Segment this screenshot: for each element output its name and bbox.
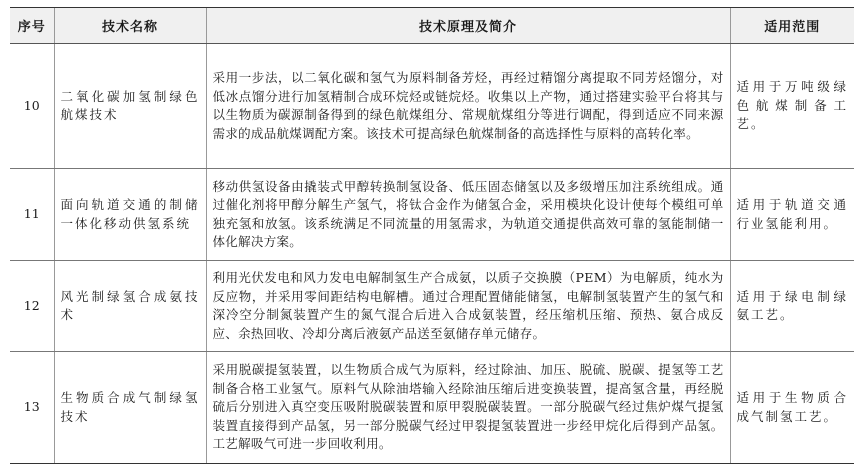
row-scope: 适用于绿电制绿氨工艺。: [730, 261, 854, 352]
row-tech-name: 面向轨道交通的制储一体化移动供氢系统: [54, 169, 206, 261]
header-tech-name: 技术名称: [54, 8, 206, 44]
row-index: 11: [10, 169, 54, 261]
row-scope: 适用于生物质合成气制氢工艺。: [730, 352, 854, 464]
technology-table: [10, 7, 854, 464]
row-tech-name: 风光制绿氢合成氨技术: [54, 261, 206, 352]
row-scope: 适用于轨道交通行业氢能利用。: [730, 169, 854, 261]
row-principle: 利用光伏发电和风力发电电解制氢生产合成氨，以质子交换膜（PEM）为电解质，纯水为反应物，并采用零间距结构电解槽。通过合理配置储能储氢，电解制氢装置产生的氢气和深冷空分制氮装置产生的氮气混合后进入合成氨装置，经压缩机压缩、预热、氨合成反应、余热回收、冷却分离后液氨产品送至氨储存单元储存。: [206, 261, 730, 352]
row-index: 13: [10, 352, 54, 464]
header-index: 序号: [10, 8, 54, 44]
row-index: 12: [10, 261, 54, 352]
header-scope: 适用范围: [730, 8, 854, 44]
row-scope: 适用于万吨级绿色航煤制备工艺。: [730, 44, 854, 169]
table-row: [10, 352, 854, 464]
row-index: 10: [10, 44, 54, 169]
row-principle: 采用脱碳提氢装置，以生物质合成气为原料，经过除油、加压、脱硫、脱碳、提氢等工艺制备合格工业氢气。原料气从除油塔输入经除油压缩后进变换装置，提高氢含量，再经脱硫后分别进入真空变压吸附脱碳装置和原甲裂脱碳装置。一部分脱碳气经过焦炉煤气提氢装置直接得到产品氢，另一部分脱碳气经过甲裂提氢装置进一步经甲烷化后得到产品氢。工艺解吸气可进一步回收利用。: [206, 352, 730, 464]
row-principle: 采用一步法，以二氧化碳和氢气为原料制备芳烃，再经过精馏分离提取不同芳烃馏分，对低冰点馏分进行加氢精制合成环烷烃或链烷烃。收集以上产物，通过搭建实验平台将其与以生物质为碳源制备得到的绿色航煤组分、常规航煤组分等进行调配，得到适应不同来源需求的成品航煤调配方案。该技术可提高绿色航煤制备的高选择性与原料的高转化率。: [206, 44, 730, 169]
table-row: [10, 44, 854, 169]
table-row: [10, 169, 854, 261]
row-tech-name: 生物质合成气制绿氢技术: [54, 352, 206, 464]
table-row: [10, 261, 854, 352]
row-principle: 移动供氢设备由撬装式甲醇转换制氢设备、低压固态储氢以及多级增压加注系统组成。通过催化剂将甲醇分解生产氢气，将钛合金作为储氢合金，采用模块化设计使每个模组可单独充氢和放氢。该系统满足不同流量的用氢需求，为轨道交通提供高效可靠的氢能制储一体化解决方案。: [206, 169, 730, 261]
table-header-row: [10, 8, 854, 44]
row-tech-name: 二氧化碳加氢制绿色航煤技术: [54, 44, 206, 169]
header-principle: 技术原理及简介: [206, 8, 730, 44]
